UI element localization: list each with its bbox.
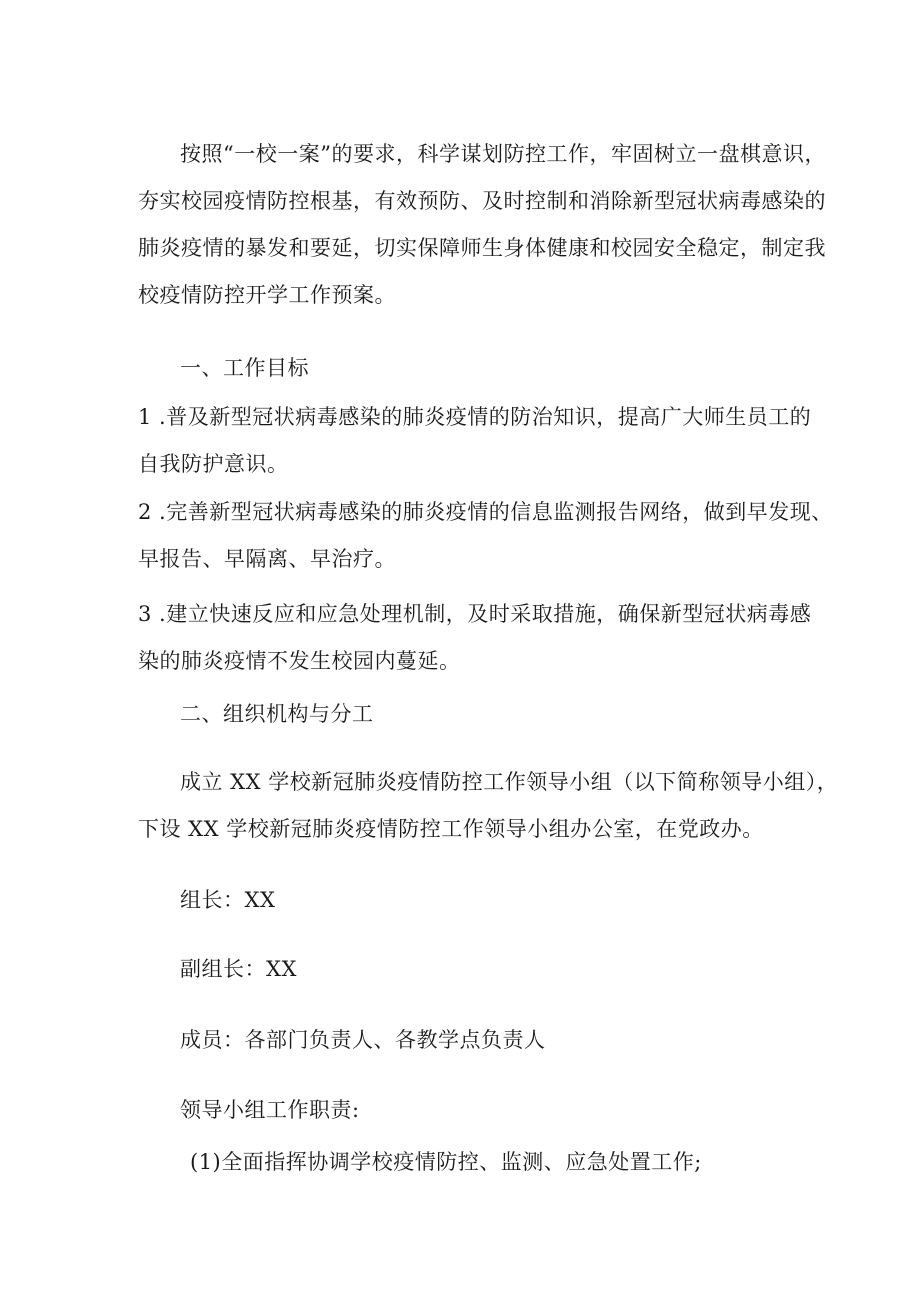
leader-line: 组长：XX [180, 888, 276, 912]
duties-title: 领导小组工作职责: [180, 1098, 360, 1122]
members-line: 成员：各部门负责人、各教学点负责人 [180, 1028, 546, 1052]
section-heading-organization: 二、组织机构与分工 [180, 702, 374, 726]
goal-item-3-line-1: 3 .建立快速反应和应急处理机制，及时采取措施，确保新型冠状病毒感 [138, 602, 812, 626]
intro-line-1: 按照“一校一案”的要求，科学谋划防控工作，牢固树立一盘棋意识， [180, 142, 826, 166]
duty-item-1: (1)全面指挥协调学校疫情防控、监测、应急处置工作; [190, 1150, 702, 1174]
section-heading-goals: 一、工作目标 [180, 356, 309, 380]
goal-item-3-line-2: 染的肺炎疫情不发生校园内蔓延。 [138, 649, 461, 673]
goal-item-1-line-2: 自我防护意识。 [138, 452, 289, 476]
organization-para-line-1: 成立 XX 学校新冠肺炎疫情防控工作领导小组（以下简称领导小组）， [180, 770, 839, 794]
organization-para-line-2: 下设 XX 学校新冠肺炎疫情防控工作领导小组办公室，在党政办。 [138, 817, 764, 841]
goal-item-1-line-1: 1 .普及新型冠状病毒感染的肺炎疫情的防治知识，提高广大师生员工的 [138, 405, 812, 429]
intro-line-4: 校疫情防控开学工作预案。 [138, 283, 396, 307]
deputy-leader-line: 副组长：XX [180, 957, 297, 981]
goal-item-2-line-1: 2 .完善新型冠状病毒感染的肺炎疫情的信息监测报告网络，做到早发现、 [138, 500, 833, 524]
goal-item-2-line-2: 早报告、早隔离、早治疗。 [138, 547, 396, 571]
intro-line-2: 夯实校园疫情防控根基，有效预防、及时控制和消除新型冠状病毒感染的 [138, 189, 826, 213]
intro-line-3: 肺炎疫情的暴发和要延，切实保障师生身体健康和校园安全稳定，制定我 [138, 236, 826, 260]
